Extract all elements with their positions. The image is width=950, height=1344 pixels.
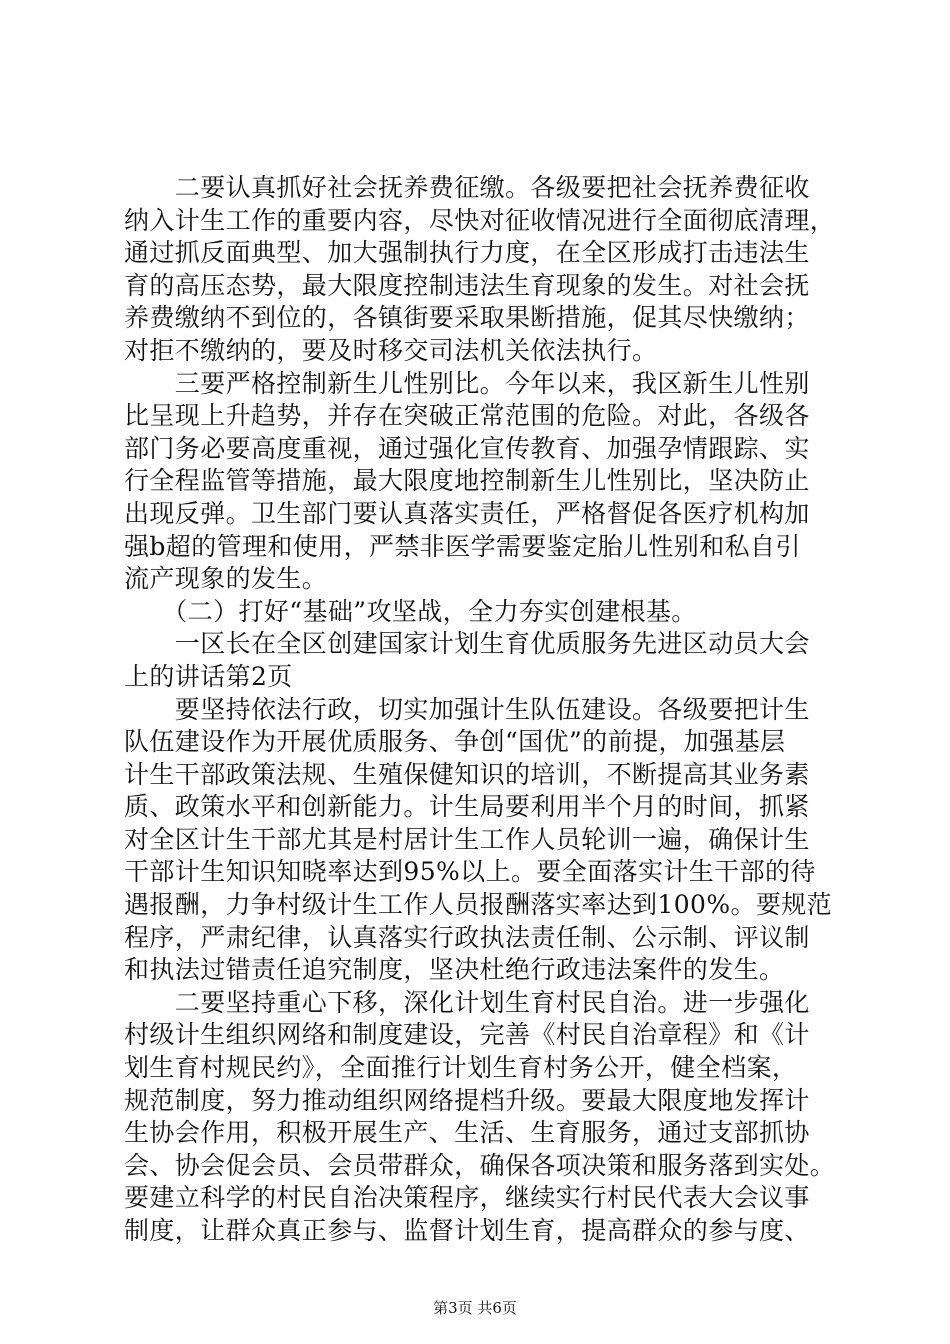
text-line: 会、协会促会员、会员带群众，确保各项决策和服务落到实处。 [124, 1150, 836, 1180]
text-line: 育的高压态势，最大限度控制违法生育现象的发生。对社会抚 [124, 270, 810, 300]
text-line: 流产现象的发生。 [124, 564, 328, 594]
section-heading: （二）打好“基础”攻坚战，全力夯实创建根基。 [124, 596, 697, 626]
text-line: 养费缴纳不到位的，各镇街要采取果断措施，促其尽快缴纳； [124, 303, 810, 333]
body-text [124, 172, 836, 1248]
text-line: 遇报酬，力争村级计生工作人员报酬落实率达到100%。要规范 [124, 890, 833, 920]
text-line: 划生育村规民约》，全面推行计划生育村务公开，健全档案， [124, 1053, 798, 1083]
text-line: 强b超的管理和使用，严禁非医学需要鉴定胎儿性别和私自引 [124, 531, 801, 561]
text-line: 生协会作用，积极开展生产、生活、生育服务，通过支部抓协 [124, 1118, 810, 1148]
text-line: 对拒不缴纳的，要及时移交司法机关依法执行。 [124, 335, 658, 365]
text-line: 队伍建设作为开展优质服务、争创“国优”的前提，加强基层 [124, 727, 786, 757]
page-footer: 第3页 共6页 [433, 1299, 517, 1317]
text-line: 质、政策水平和创新能力。计生局要利用半个月的时间，抓紧 [124, 792, 810, 822]
text-line: 二要坚持重心下移，深化计划生育村民自治。进一步强化 [124, 987, 810, 1017]
text-line: 出现反弹。卫生部门要认真落实责任，严格督促各医疗机构加 [124, 498, 810, 528]
text-line: 计生干部政策法规、生殖保健知识的培训，不断提高其业务素 [124, 759, 810, 789]
text-line: 和执法过错责任追究制度，坚决杜绝行政违法案件的发生。 [124, 955, 785, 985]
text-line: 纳入计生工作的重要内容，尽快对征收情况进行全面彻底清理， [124, 205, 836, 235]
text-line: 要坚持依法行政，切实加强计生队伍建设。各级要把计生 [124, 694, 810, 724]
text-line: 二要认真抓好社会抚养费征缴。各级要把社会抚养费征收 [124, 173, 810, 202]
text-line: 一区长在全区创建国家计划生育优质服务先进区动员大会 [124, 629, 810, 659]
text-line: 行全程监管等措施，最大限度地控制新生儿性别比，坚决防止 [124, 466, 810, 496]
text-line: 通过抓反面典型、加大强制执行力度，在全区形成打击违法生 [124, 238, 810, 268]
text-line: 部门务必要高度重视，通过强化宣传教育、加强孕情跟踪、实 [124, 433, 810, 463]
text-line: 村级计生组织网络和制度建设，完善《村民自治章程》和《计 [124, 1020, 810, 1050]
text-line: 上的讲话第2页 [124, 661, 293, 691]
text-line: 对全区计生干部尤其是村居计生工作人员轮训一遍，确保计生 [124, 824, 810, 854]
text-line: 规范制度，努力推动组织网络提档升级。要最大限度地发挥计 [124, 1085, 810, 1115]
text-line: 三要严格控制新生儿性别比。今年以来，我区新生儿性别 [124, 368, 810, 398]
text-line: 比呈现上升趋势，并存在突破正常范围的危险。对此，各级各 [124, 401, 810, 431]
text-line: 干部计生知识知晓率达到95%以上。要全面落实计生干部的待 [124, 857, 816, 887]
text-line: 制度，让群众真正参与、监督计划生育，提高群众的参与度、 [124, 1216, 810, 1245]
text-line: 程序，严肃纪律，认真落实行政执法责任制、公示制、评议制 [124, 922, 810, 952]
text-line: 要建立科学的村民自治决策程序，继续实行村民代表大会议事 [124, 1183, 810, 1213]
